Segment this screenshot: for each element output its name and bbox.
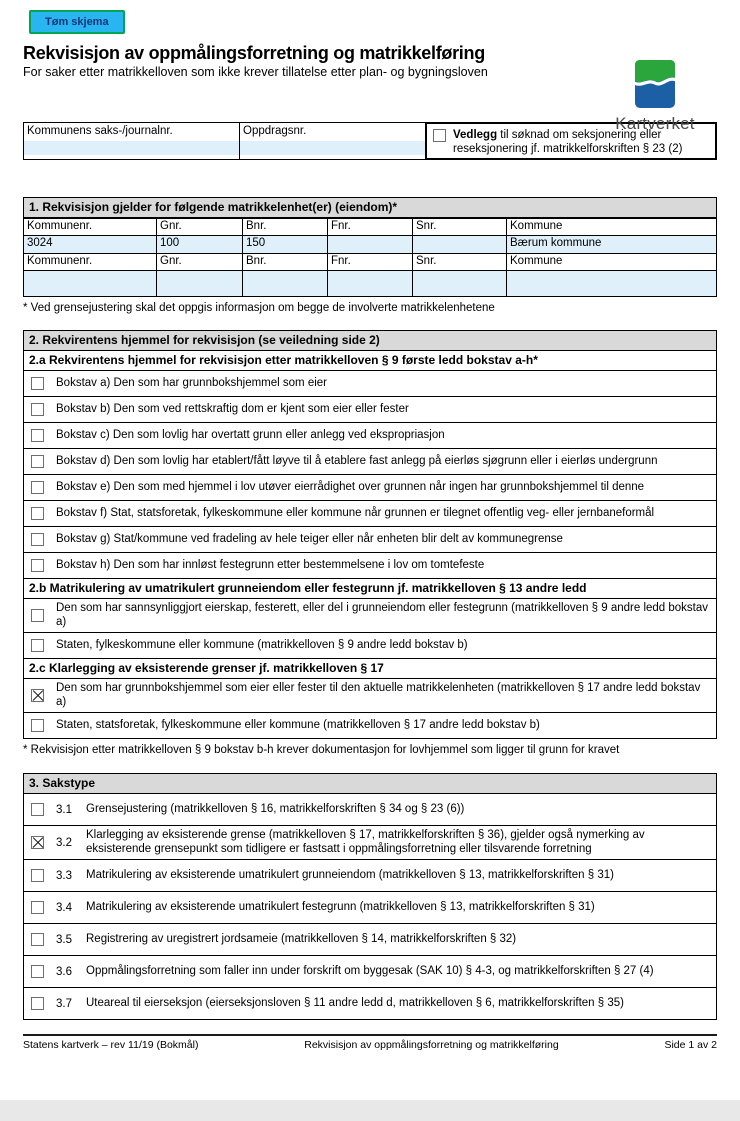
section2-footnote: * Rekvisisjon etter matrikkelloven § 9 bokstav b-h krever dokumentasjon for lovhjemmel som ligger til grunn for kravet bbox=[23, 744, 620, 756]
sakstype-3-5-number: 3.5 bbox=[56, 933, 72, 946]
sakstype-3-4-checkbox[interactable] bbox=[31, 901, 44, 914]
bokstav-b-label: Bokstav b) Den som ved rettskraftig dom er kjent som eier eller fester bbox=[56, 402, 409, 415]
col-header-kommunenr: Kommunenr. bbox=[24, 218, 156, 235]
sakstype-row-3-4 bbox=[23, 891, 717, 924]
col-header-kommune-2: Kommune bbox=[506, 253, 716, 270]
sakstype-3-1-checkbox[interactable] bbox=[31, 803, 44, 816]
col-header-bnr-2: Bnr. bbox=[242, 253, 327, 270]
bokstav-a-checkbox[interactable] bbox=[31, 377, 44, 390]
vedlegg-label-rest: til søknad om seksjonering eller reseksjonering jf. matrikkelforskriften § 23 (2) bbox=[453, 129, 683, 155]
sakstype-3-2-number: 3.2 bbox=[56, 836, 72, 849]
bokstav-e-label: Bokstav e) Den som med hjemmel i lov utøver eierrådighet over grunnen når ingen har grunnbokshjemmel til denne bbox=[56, 480, 645, 493]
2b-1-label: Den som har sannsynliggjort eierskap, festerett, eller del i grunneiendom eller festegrunn (matrikkelloven § 9 andre ledd bokstav a) bbox=[56, 602, 709, 628]
sakstype-3-7-number: 3.7 bbox=[56, 997, 72, 1010]
checkbox-row-2c-1 bbox=[23, 678, 717, 713]
bnr-input-1[interactable]: 150 bbox=[242, 235, 327, 253]
section3-header: 3. Sakstype bbox=[23, 773, 717, 794]
sakstype-3-2-label: Klarlegging av eksisterende grense (matrikkelloven § 17, matrikkelforskriften § 36), gjelder også nymerking av eksisterende grensepunkt som tidligere er fastsatt i oppmålingsforretning eller tilsvarende forretning bbox=[86, 829, 645, 855]
section1-footnote: * Ved grensejustering skal det oppgis informasjon om begge de involverte matrikkelenhetene bbox=[23, 302, 495, 314]
saksnr-label: Kommunens saks-/journalnr. bbox=[27, 125, 173, 137]
col-header-kommune: Kommune bbox=[506, 218, 716, 235]
kommunenr-input-1[interactable]: 3024 bbox=[24, 235, 156, 253]
sakstype-row-3-5 bbox=[23, 923, 717, 956]
sakstype-3-4-number: 3.4 bbox=[56, 901, 72, 914]
page-subtitle: For saker etter matrikkelloven som ikke krever tillatelse etter plan- og bygningsloven bbox=[23, 65, 488, 79]
col-header-fnr: Fnr. bbox=[327, 218, 412, 235]
sakstype-3-6-number: 3.6 bbox=[56, 965, 72, 978]
kommune-input-2[interactable] bbox=[506, 270, 716, 296]
sakstype-row-3-3 bbox=[23, 859, 717, 892]
sakstype-3-5-label: Registrering av uregistrert jordsameie (matrikkelloven § 14, matrikkelforskriften § 32) bbox=[86, 932, 517, 945]
bokstav-e-checkbox[interactable] bbox=[31, 481, 44, 494]
col-header-kommunenr-2: Kommunenr. bbox=[24, 253, 156, 270]
saksnr-input[interactable] bbox=[24, 141, 239, 155]
vedlegg-label-bold: Vedlegg bbox=[453, 129, 498, 141]
footer-left: Statens kartverk – rev 11/19 (Bokmål) bbox=[23, 1039, 199, 1051]
col-header-gnr: Gnr. bbox=[156, 218, 242, 235]
bokstav-h-label: Bokstav h) Den som har innløst festegrunn etter bestemmelsene i lov om tomtefeste bbox=[56, 558, 485, 571]
sakstype-row-3-6 bbox=[23, 955, 717, 988]
2b-2-label: Staten, fylkeskommune eller kommune (matrikkelloven § 9 andre ledd bokstav b) bbox=[56, 638, 468, 651]
kartverket-logo-text: Kartverket bbox=[615, 114, 695, 133]
checkbox-row-2b-1 bbox=[23, 598, 717, 633]
sakstype-3-5-checkbox[interactable] bbox=[31, 933, 44, 946]
footer-center: Rekvisisjon av oppmålingsforretning og matrikkelføring bbox=[304, 1039, 559, 1051]
top-toolbar bbox=[29, 10, 717, 34]
kommunenr-input-2[interactable] bbox=[24, 270, 156, 296]
kartverket-logo-icon bbox=[635, 60, 675, 108]
kommune-input-1[interactable]: Bærum kommune bbox=[506, 235, 716, 253]
fnr-input-2[interactable] bbox=[327, 270, 412, 296]
section2a-header: 2.a Rekvirentens hjemmel for rekvisisjon etter matrikkelloven § 9 første ledd bokstav a-h* bbox=[23, 350, 717, 371]
saksnr-cell bbox=[23, 122, 240, 160]
clear-form-button[interactable]: Tøm skjema bbox=[29, 10, 125, 34]
checkbox-row-bokstav-d bbox=[23, 448, 717, 475]
bokstav-c-checkbox[interactable] bbox=[31, 429, 44, 442]
sakstype-3-3-label: Matrikulering av eksisterende umatrikulert grunneiendom (matrikkelloven § 13, matrikkelforskriften § 31) bbox=[86, 868, 614, 881]
sakstype-3-1-number: 3.1 bbox=[56, 803, 72, 816]
sakstype-3-1-label: Grensejustering (matrikkelloven § 16, matrikkelforskriften § 34 og § 23 (6)) bbox=[86, 802, 465, 815]
bnr-input-2[interactable] bbox=[242, 270, 327, 296]
sakstype-3-2-checkbox[interactable] bbox=[31, 836, 44, 849]
sakstype-row-3-2 bbox=[23, 825, 717, 860]
snr-input-1[interactable] bbox=[412, 235, 506, 253]
bokstav-f-label: Bokstav f) Stat, statsforetak, fylkeskommune eller kommune når grunnen er tilegnet offentlig veg- eller jernbaneformål bbox=[56, 506, 655, 519]
2b-1-checkbox[interactable] bbox=[31, 609, 44, 622]
snr-input-2[interactable] bbox=[412, 270, 506, 296]
sakstype-row-3-1 bbox=[23, 793, 717, 826]
oppdragsnr-input[interactable] bbox=[240, 141, 425, 155]
matrikkel-table bbox=[23, 218, 717, 297]
checkbox-row-bokstav-h bbox=[23, 552, 717, 579]
bokstav-b-checkbox[interactable] bbox=[31, 403, 44, 416]
section2-header: 2. Rekvirentens hjemmel for rekvisisjon (se veiledning side 2) bbox=[23, 330, 717, 351]
bokstav-f-checkbox[interactable] bbox=[31, 507, 44, 520]
gnr-input-1[interactable]: 100 bbox=[156, 235, 242, 253]
bokstav-d-label: Bokstav d) Den som lovlig har etablert/fått løyve til å etablere fast anlegg på eierløs sjøgrunn eller i eierløs undergrunn bbox=[56, 454, 658, 467]
gnr-input-2[interactable] bbox=[156, 270, 242, 296]
sakstype-3-3-number: 3.3 bbox=[56, 869, 72, 882]
bokstav-c-label: Bokstav c) Den som lovlig har overtatt grunn eller anlegg ved ekspropriasjon bbox=[56, 428, 445, 441]
checkbox-row-bokstav-c bbox=[23, 422, 717, 449]
page-footer bbox=[23, 1034, 717, 1051]
fnr-input-1[interactable] bbox=[327, 235, 412, 253]
bokstav-a-label: Bokstav a) Den som har grunnbokshjemmel som eier bbox=[56, 376, 328, 389]
2c-2-checkbox[interactable] bbox=[31, 719, 44, 732]
footer-page-number: Side 1 av 2 bbox=[664, 1039, 717, 1051]
2b-2-checkbox[interactable] bbox=[31, 639, 44, 652]
2c-1-checkbox[interactable] bbox=[31, 689, 44, 702]
bokstav-g-label: Bokstav g) Stat/kommune ved fradeling av hele teiger eller når enheten blir delt av kommunegrense bbox=[56, 532, 563, 545]
sakstype-3-6-label: Oppmålingsforretning som faller inn under forskrift om byggesak (SAK 10) § 4-3, og matrikkelforskriften § 27 (4) bbox=[86, 964, 654, 977]
2c-2-label: Staten, statsforetak, fylkeskommune eller kommune (matrikkelloven § 17 andre ledd bokstav b) bbox=[56, 718, 540, 731]
section2c-header: 2.c Klarlegging av eksisterende grenser jf. matrikkelloven § 17 bbox=[23, 658, 717, 679]
sakstype-3-3-checkbox[interactable] bbox=[31, 869, 44, 882]
sakstype-row-3-7 bbox=[23, 987, 717, 1020]
checkbox-row-2c-2 bbox=[23, 712, 717, 739]
col-header-fnr-2: Fnr. bbox=[327, 253, 412, 270]
sakstype-3-7-checkbox[interactable] bbox=[31, 997, 44, 1010]
checkbox-row-bokstav-e bbox=[23, 474, 717, 501]
bokstav-d-checkbox[interactable] bbox=[31, 455, 44, 468]
viewer-bottom-strip bbox=[0, 1100, 740, 1121]
2c-1-label: Den som har grunnbokshjemmel som eier eller fester til den aktuelle matrikkelenheten (matrikkelloven § 17 andre ledd bokstav a) bbox=[56, 682, 701, 708]
vedlegg-checkbox[interactable] bbox=[433, 129, 446, 142]
checkbox-row-bokstav-b bbox=[23, 396, 717, 423]
col-header-bnr: Bnr. bbox=[242, 218, 327, 235]
checkbox-row-bokstav-g bbox=[23, 526, 717, 553]
col-header-snr-2: Snr. bbox=[412, 253, 506, 270]
checkbox-row-bokstav-a bbox=[23, 370, 717, 397]
oppdragsnr-cell bbox=[239, 122, 426, 160]
sakstype-3-6-checkbox[interactable] bbox=[31, 965, 44, 978]
checkbox-row-bokstav-f bbox=[23, 500, 717, 527]
checkbox-row-2b-2 bbox=[23, 632, 717, 659]
kartverket-logo bbox=[605, 60, 705, 134]
col-header-gnr-2: Gnr. bbox=[156, 253, 242, 270]
sakstype-3-4-label: Matrikulering av eksisterende umatrikulert festegrunn (matrikkelloven § 13, matrikkelforskriften § 31) bbox=[86, 900, 595, 913]
oppdragsnr-label: Oppdragsnr. bbox=[243, 125, 307, 137]
page-title: Rekvisisjon av oppmålingsforretning og matrikkelføring bbox=[23, 43, 485, 63]
section1-header: 1. Rekvisisjon gjelder for følgende matrikkelenhet(er) (eiendom)* bbox=[23, 197, 717, 218]
sakstype-3-7-label: Uteareal til eierseksjon (eierseksjonsloven § 11 andre ledd d, matrikkelloven § 6, matrikkelforskriften § 35) bbox=[86, 996, 624, 1009]
col-header-snr: Snr. bbox=[412, 218, 506, 235]
bokstav-h-checkbox[interactable] bbox=[31, 559, 44, 572]
section2b-header: 2.b Matrikulering av umatrikulert grunneiendom eller festegrunn jf. matrikkelloven § 13 andre ledd bbox=[23, 578, 717, 599]
bokstav-g-checkbox[interactable] bbox=[31, 533, 44, 546]
